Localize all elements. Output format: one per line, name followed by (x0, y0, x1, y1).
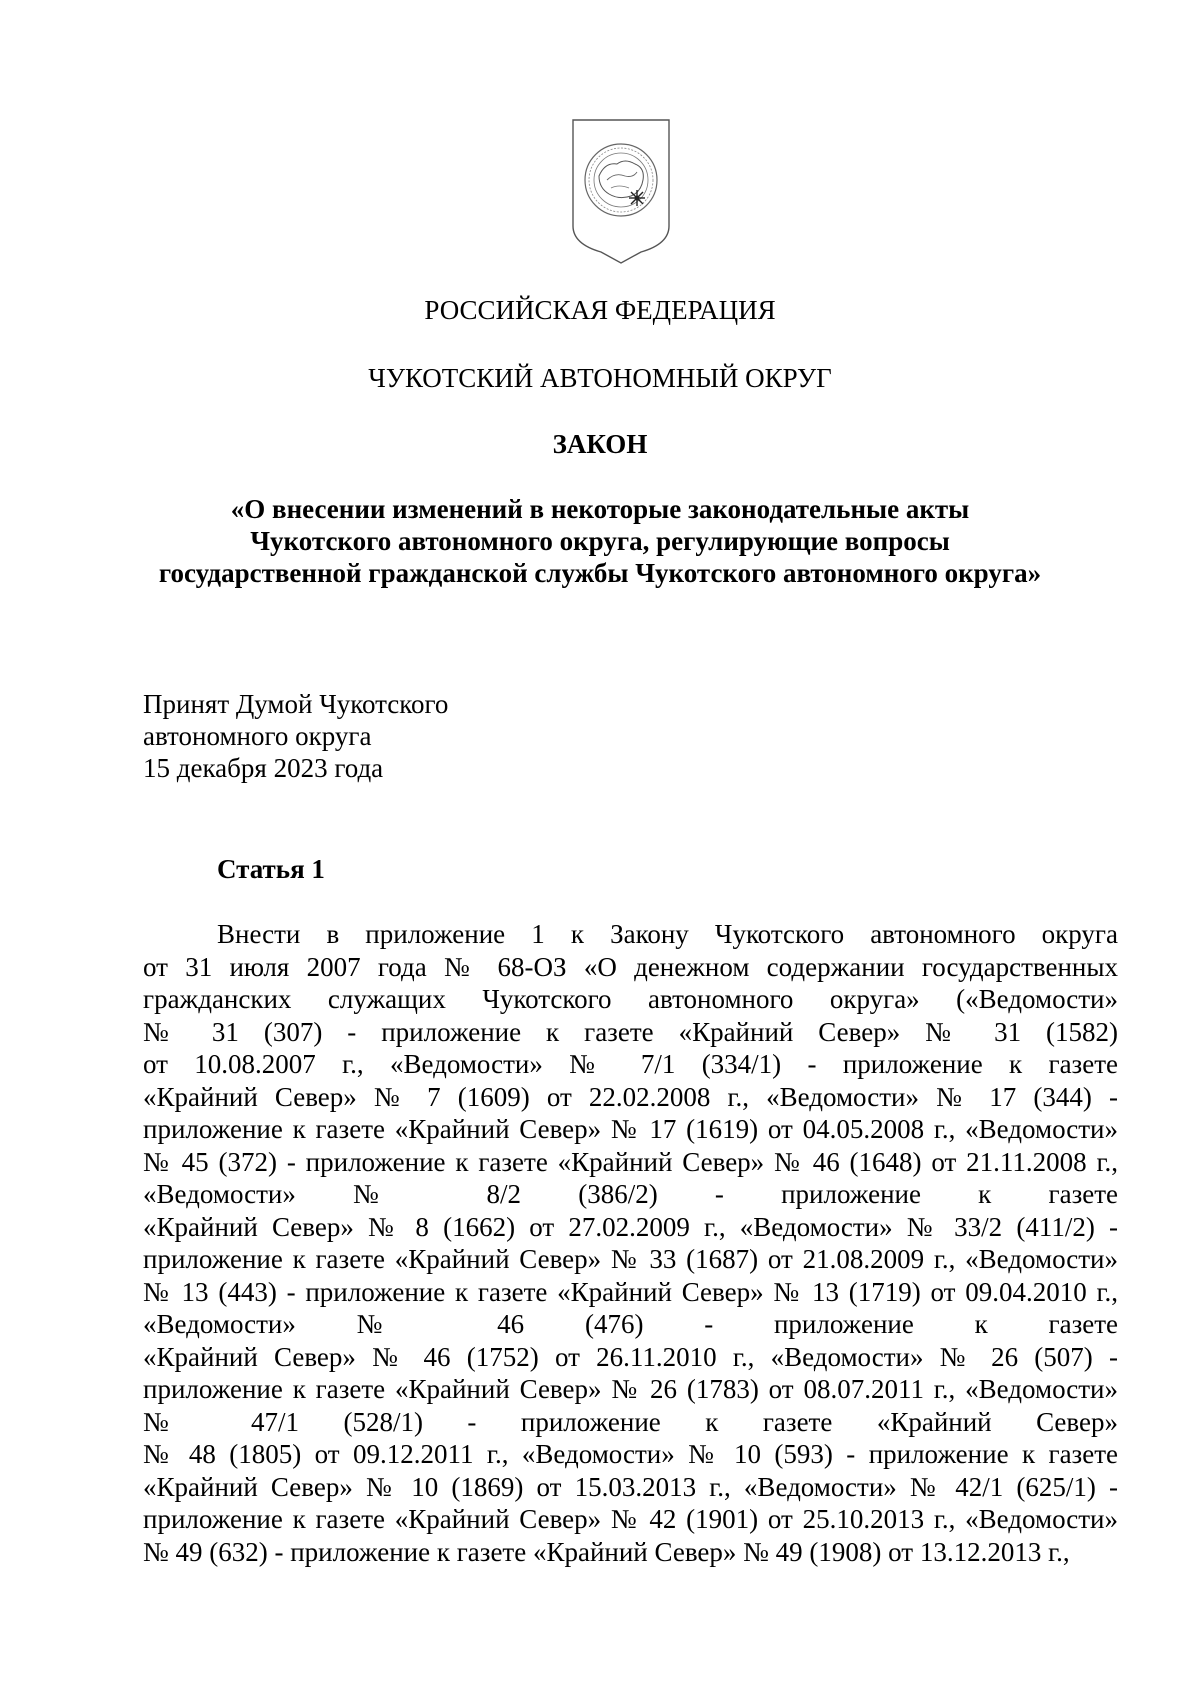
region-heading: ЧУКОТСКИЙ АВТОНОМНЫЙ ОКРУГ (368, 363, 832, 393)
article-body-line: № 31 (307) - приложение к газете «Крайний Север» № 31 (1582) (143, 1016, 1118, 1047)
law-title-line: Чукотского автономного округа, регулирующие вопросы (250, 526, 950, 556)
article-body-line: «Ведомости» № 46 (476) - приложение к газете (143, 1309, 1118, 1339)
article-body-line: № 47/1 (528/1) - приложение к газете «Крайний Север» (143, 1406, 1118, 1437)
article-body-line: «Крайний Север» № 10 (1869) от 15.03.2013 г., «Ведомости» № 42/1 (625/1) - (143, 1471, 1118, 1502)
article-body-line: № 45 (372) - приложение к газете «Крайний Север» № 46 (1648) от 21.11.2008 г., (143, 1146, 1118, 1177)
article-body-line: от 31 июля 2007 года № 68-ОЗ «О денежном содержании государственных (143, 951, 1118, 982)
adoption-note-line: автономного округа (143, 721, 372, 751)
adoption-date: 15 декабря 2023 года (143, 753, 384, 783)
article-body-line: приложение к газете «Крайний Север» № 42 (1901) от 25.10.2013 г., «Ведомости» (143, 1504, 1118, 1534)
article-body-line: № 49 (632) - приложение к газете «Крайний Север» № 49 (1908) от 13.12.2013 г., (143, 1536, 1070, 1567)
article-body-line: № 13 (443) - приложение к газете «Крайний Север» № 13 (1719) от 09.04.2010 г., (143, 1276, 1118, 1307)
article-body-line: приложение к газете «Крайний Север» № 26 (1783) от 08.07.2011 г., «Ведомости» (143, 1374, 1118, 1404)
coat-of-arms-icon (571, 118, 671, 265)
article-body-line: приложение к газете «Крайний Север» № 17 (1619) от 04.05.2008 г., «Ведомости» (143, 1114, 1118, 1144)
document-type-heading: ЗАКОН (552, 429, 648, 459)
article-heading: Статья 1 (217, 854, 325, 884)
article-body-line: «Ведомости» № 8/2 (386/2) - приложение к газете (143, 1179, 1118, 1209)
article-body-line: «Крайний Север» № 7 (1609) от 22.02.2008 г., «Ведомости» № 17 (344) - (143, 1081, 1118, 1112)
law-title-line: государственной гражданской службы Чукотского автономного округа» (158, 558, 1042, 588)
law-title-line: «О внесении изменений в некоторые законодательные акты (230, 494, 970, 524)
article-body-line: «Крайний Север» № 8 (1662) от 27.02.2009 г., «Ведомости» № 33/2 (411/2) - (143, 1211, 1118, 1242)
article-body-line: № 48 (1805) от 09.12.2011 г., «Ведомости» № 10 (593) - приложение к газете (143, 1439, 1118, 1469)
article-body-line: «Крайний Север» № 46 (1752) от 26.11.2010 г., «Ведомости» № 26 (507) - (143, 1341, 1118, 1372)
country-heading: РОССИЙСКАЯ ФЕДЕРАЦИЯ (424, 295, 776, 325)
article-body (143, 918, 1118, 1568)
article-body-line: Внести в приложение 1 к Закону Чукотского автономного округа (217, 919, 1118, 949)
article-body-line: гражданских служащих Чукотского автономного округа» («Ведомости» (143, 984, 1118, 1014)
article-body-line: от 10.08.2007 г., «Ведомости» № 7/1 (334/1) - приложение к газете (143, 1049, 1118, 1079)
law-title (100, 493, 1100, 589)
adoption-note-line: Принят Думой Чукотского (143, 689, 449, 719)
adoption-note (143, 688, 448, 784)
article-body-line: приложение к газете «Крайний Север» № 33 (1687) от 21.08.2009 г., «Ведомости» (143, 1244, 1118, 1274)
